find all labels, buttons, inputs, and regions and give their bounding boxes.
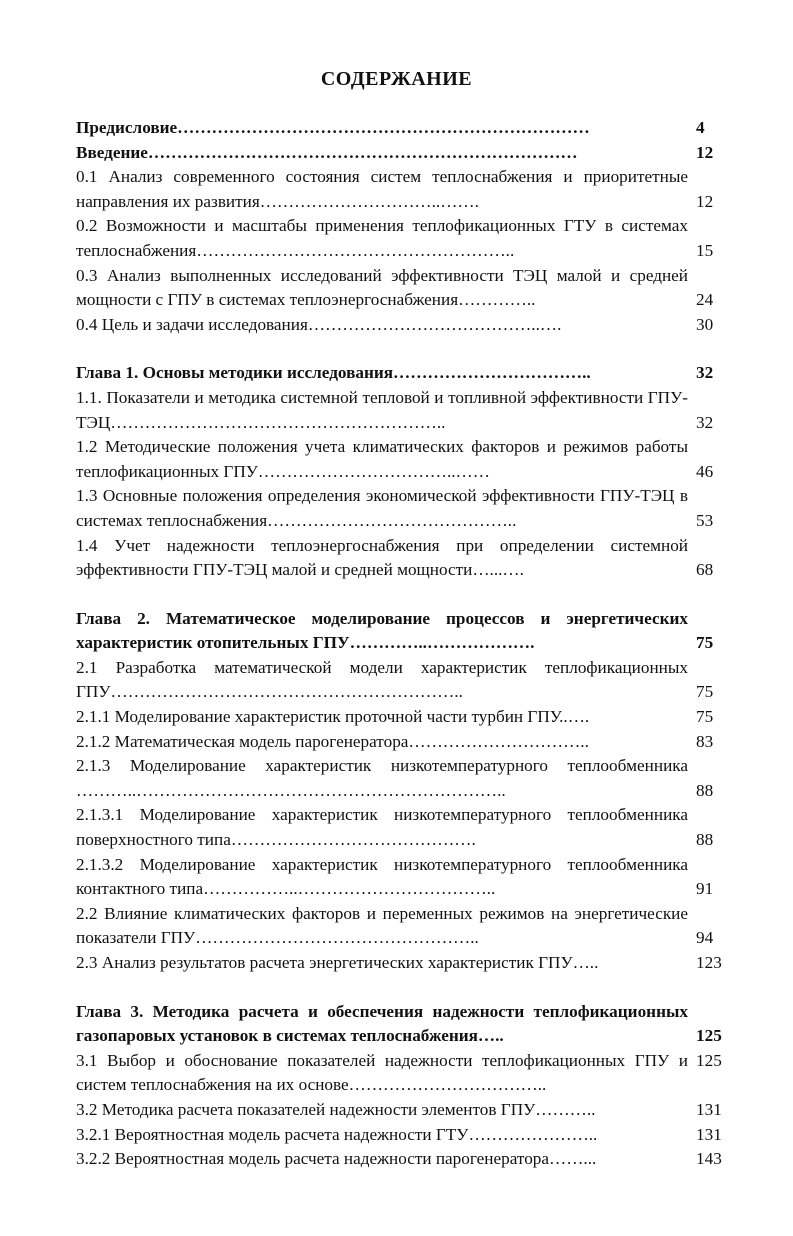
toc-entry-title: 2.1.3 Моделирование характеристик низкотемпературного теплообменника ………..………………………………………………………..	[76, 756, 688, 800]
toc-entry-title: 3.1 Выбор и обоснование показателей надежности теплофикационных ГПУ и систем теплоснабжения на их основе……………………………..	[76, 1050, 688, 1095]
toc-entry-title: 1.2 Методические положения учета климатических факторов и режимов работы теплофикационных ГПУ……………………………..……	[76, 437, 688, 481]
toc-page-number: 32	[696, 363, 714, 383]
toc-entry[interactable]	[76, 1098, 736, 1123]
toc-page-number: 12	[696, 191, 714, 211]
toc-entry-title: 1.1. Показатели и методика системной тепловой и топливной эффективности ГПУ-ТЭЦ…………………………………………………..	[76, 387, 688, 432]
toc-entry-title: Глава 1. Основы методики исследования……………………………..	[76, 363, 591, 383]
page-title: СОДЕРЖАНИЕ	[320, 68, 473, 90]
toc-entry[interactable]	[76, 1123, 736, 1148]
toc-entry-title: 3.2.2 Вероятностная модель расчета надежности парогенератора……...	[76, 1149, 597, 1169]
toc-page-number: 4	[696, 118, 705, 137]
toc-entry[interactable]	[76, 1049, 736, 1098]
toc-entry-title: 2.3 Анализ результатов расчета энергетических характеристик ГПУ…..	[76, 953, 599, 972]
toc-page-number: 131	[696, 1099, 722, 1119]
toc-entry[interactable]	[76, 313, 736, 338]
toc-entry-title: 0.3 Анализ выполненных исследований эффективности ТЭЦ малой и средней мощности с ГПУ в системах теплоэнергоснабжения…………..	[76, 265, 688, 310]
toc-entry[interactable]	[76, 165, 736, 214]
toc-entry-title: 2.1.3.1 Моделирование характеристик низкотемпературного теплообменника поверхностного типа…………………………………….	[76, 805, 688, 850]
toc-entry-title: 1.4 Учет надежности теплоэнергоснабжения при определении системной эффективности ГПУ-ТЭЦ малой и средней мощности…...….	[76, 535, 688, 580]
section-spacer	[76, 337, 736, 361]
toc-page-number: 91	[696, 879, 714, 899]
toc-entry[interactable]	[76, 730, 736, 755]
toc-entry-title: Предисловие………………………………………………………………	[76, 118, 590, 137]
toc-page-number: 32	[696, 412, 714, 432]
toc-entry-title: 2.1 Разработка математической модели характеристик теплофикационных ГПУ……………………………………………………..	[76, 657, 688, 702]
toc-entry-title: Введение…………………………………………………………………	[76, 142, 578, 162]
toc-page-number: 125	[696, 1050, 722, 1070]
toc-page-number: 75	[696, 707, 714, 727]
toc-entry-title: 0.1 Анализ современного состояния систем теплоснабжения и приоритетные направления их развития…………………………..…….	[76, 167, 688, 211]
toc-entry-title: Глава 3. Методика расчета и обеспечения надежности теплофикационных газопаровых установок в системах теплоснабжения…..	[76, 1001, 688, 1046]
toc-entry[interactable]	[76, 656, 736, 705]
toc-page-number: 53	[696, 510, 714, 530]
toc-page-number: 88	[696, 780, 714, 800]
toc-entry-title: Глава 2. Математическое моделирование процессов и энергетических характеристик отопительных ГПУ…………..……………….	[76, 608, 688, 653]
toc-page-number: 75	[696, 682, 714, 702]
toc-entry[interactable]	[76, 214, 736, 263]
toc-entry[interactable]	[76, 534, 736, 583]
toc-entry[interactable]	[76, 951, 736, 976]
toc-page-number: 68	[696, 560, 714, 580]
toc-entry[interactable]	[76, 435, 736, 484]
toc-page-number: 30	[696, 314, 714, 334]
toc-page-number: 24	[696, 290, 714, 310]
toc-entry-title: 2.1.1 Моделирование характеристик проточной части турбин ГПУ..….	[76, 707, 590, 727]
toc-page-number: 88	[696, 830, 714, 850]
toc-chapter-entry[interactable]	[76, 116, 736, 141]
toc-page-number: 83	[696, 731, 714, 751]
toc-page-number: 143	[696, 1149, 722, 1169]
toc-entry[interactable]	[76, 853, 736, 902]
toc-chapter-entry[interactable]	[76, 141, 736, 166]
toc-entry[interactable]	[76, 484, 736, 533]
toc-page-number: 123	[696, 953, 722, 972]
toc-page-number: 46	[696, 461, 714, 481]
toc-page-number: 12	[696, 142, 714, 162]
toc-chapter-entry[interactable]	[76, 1000, 736, 1049]
toc-entry-title: 1.3 Основные положения определения экономической эффективности ГПУ-ТЭЦ в системах теплоснабжения……………………………………..	[76, 486, 688, 530]
toc-entry[interactable]	[76, 902, 736, 951]
toc-entry-title: 2.1.3.2 Моделирование характеристик низкотемпературного теплообменника контактного типа……………..……………………………..	[76, 854, 688, 899]
toc-entry[interactable]	[76, 386, 736, 435]
toc-entry-title: 0.2 Возможности и масштабы применения теплофикационных ГТУ в системах теплоснабжения………………………………………………..	[76, 216, 688, 260]
toc-page-number: 75	[696, 633, 714, 653]
toc-entry-title: 2.2 Влияние климатических факторов и переменных режимов на энергетические показатели ГПУ…………………………………………..	[76, 903, 688, 948]
toc-entry-title: 0.4 Цель и задачи исследования…………………………………..….	[76, 314, 562, 334]
toc-entry-title: 2.1.2 Математическая модель парогенератора…………………………..	[76, 731, 589, 751]
toc-entry[interactable]	[76, 754, 736, 803]
toc-entry[interactable]	[76, 264, 736, 313]
toc-page-number: 15	[696, 240, 714, 260]
section-spacer	[76, 976, 736, 1000]
section-spacer	[76, 583, 736, 607]
table-of-contents	[76, 116, 736, 1172]
toc-chapter-entry[interactable]	[76, 361, 736, 386]
toc-entry[interactable]	[76, 1147, 736, 1172]
toc-entry-title: 3.2 Методика расчета показателей надежности элементов ГПУ………..	[76, 1099, 596, 1119]
toc-page-number: 125	[696, 1026, 722, 1046]
toc-chapter-entry[interactable]	[76, 607, 736, 656]
toc-entry[interactable]	[76, 803, 736, 852]
toc-entry-title: 3.2.1 Вероятностная модель расчета надежности ГТУ…………………..	[76, 1124, 598, 1144]
toc-page-number: 94	[696, 928, 714, 948]
toc-page-number: 131	[696, 1124, 722, 1144]
toc-entry[interactable]	[76, 705, 736, 730]
